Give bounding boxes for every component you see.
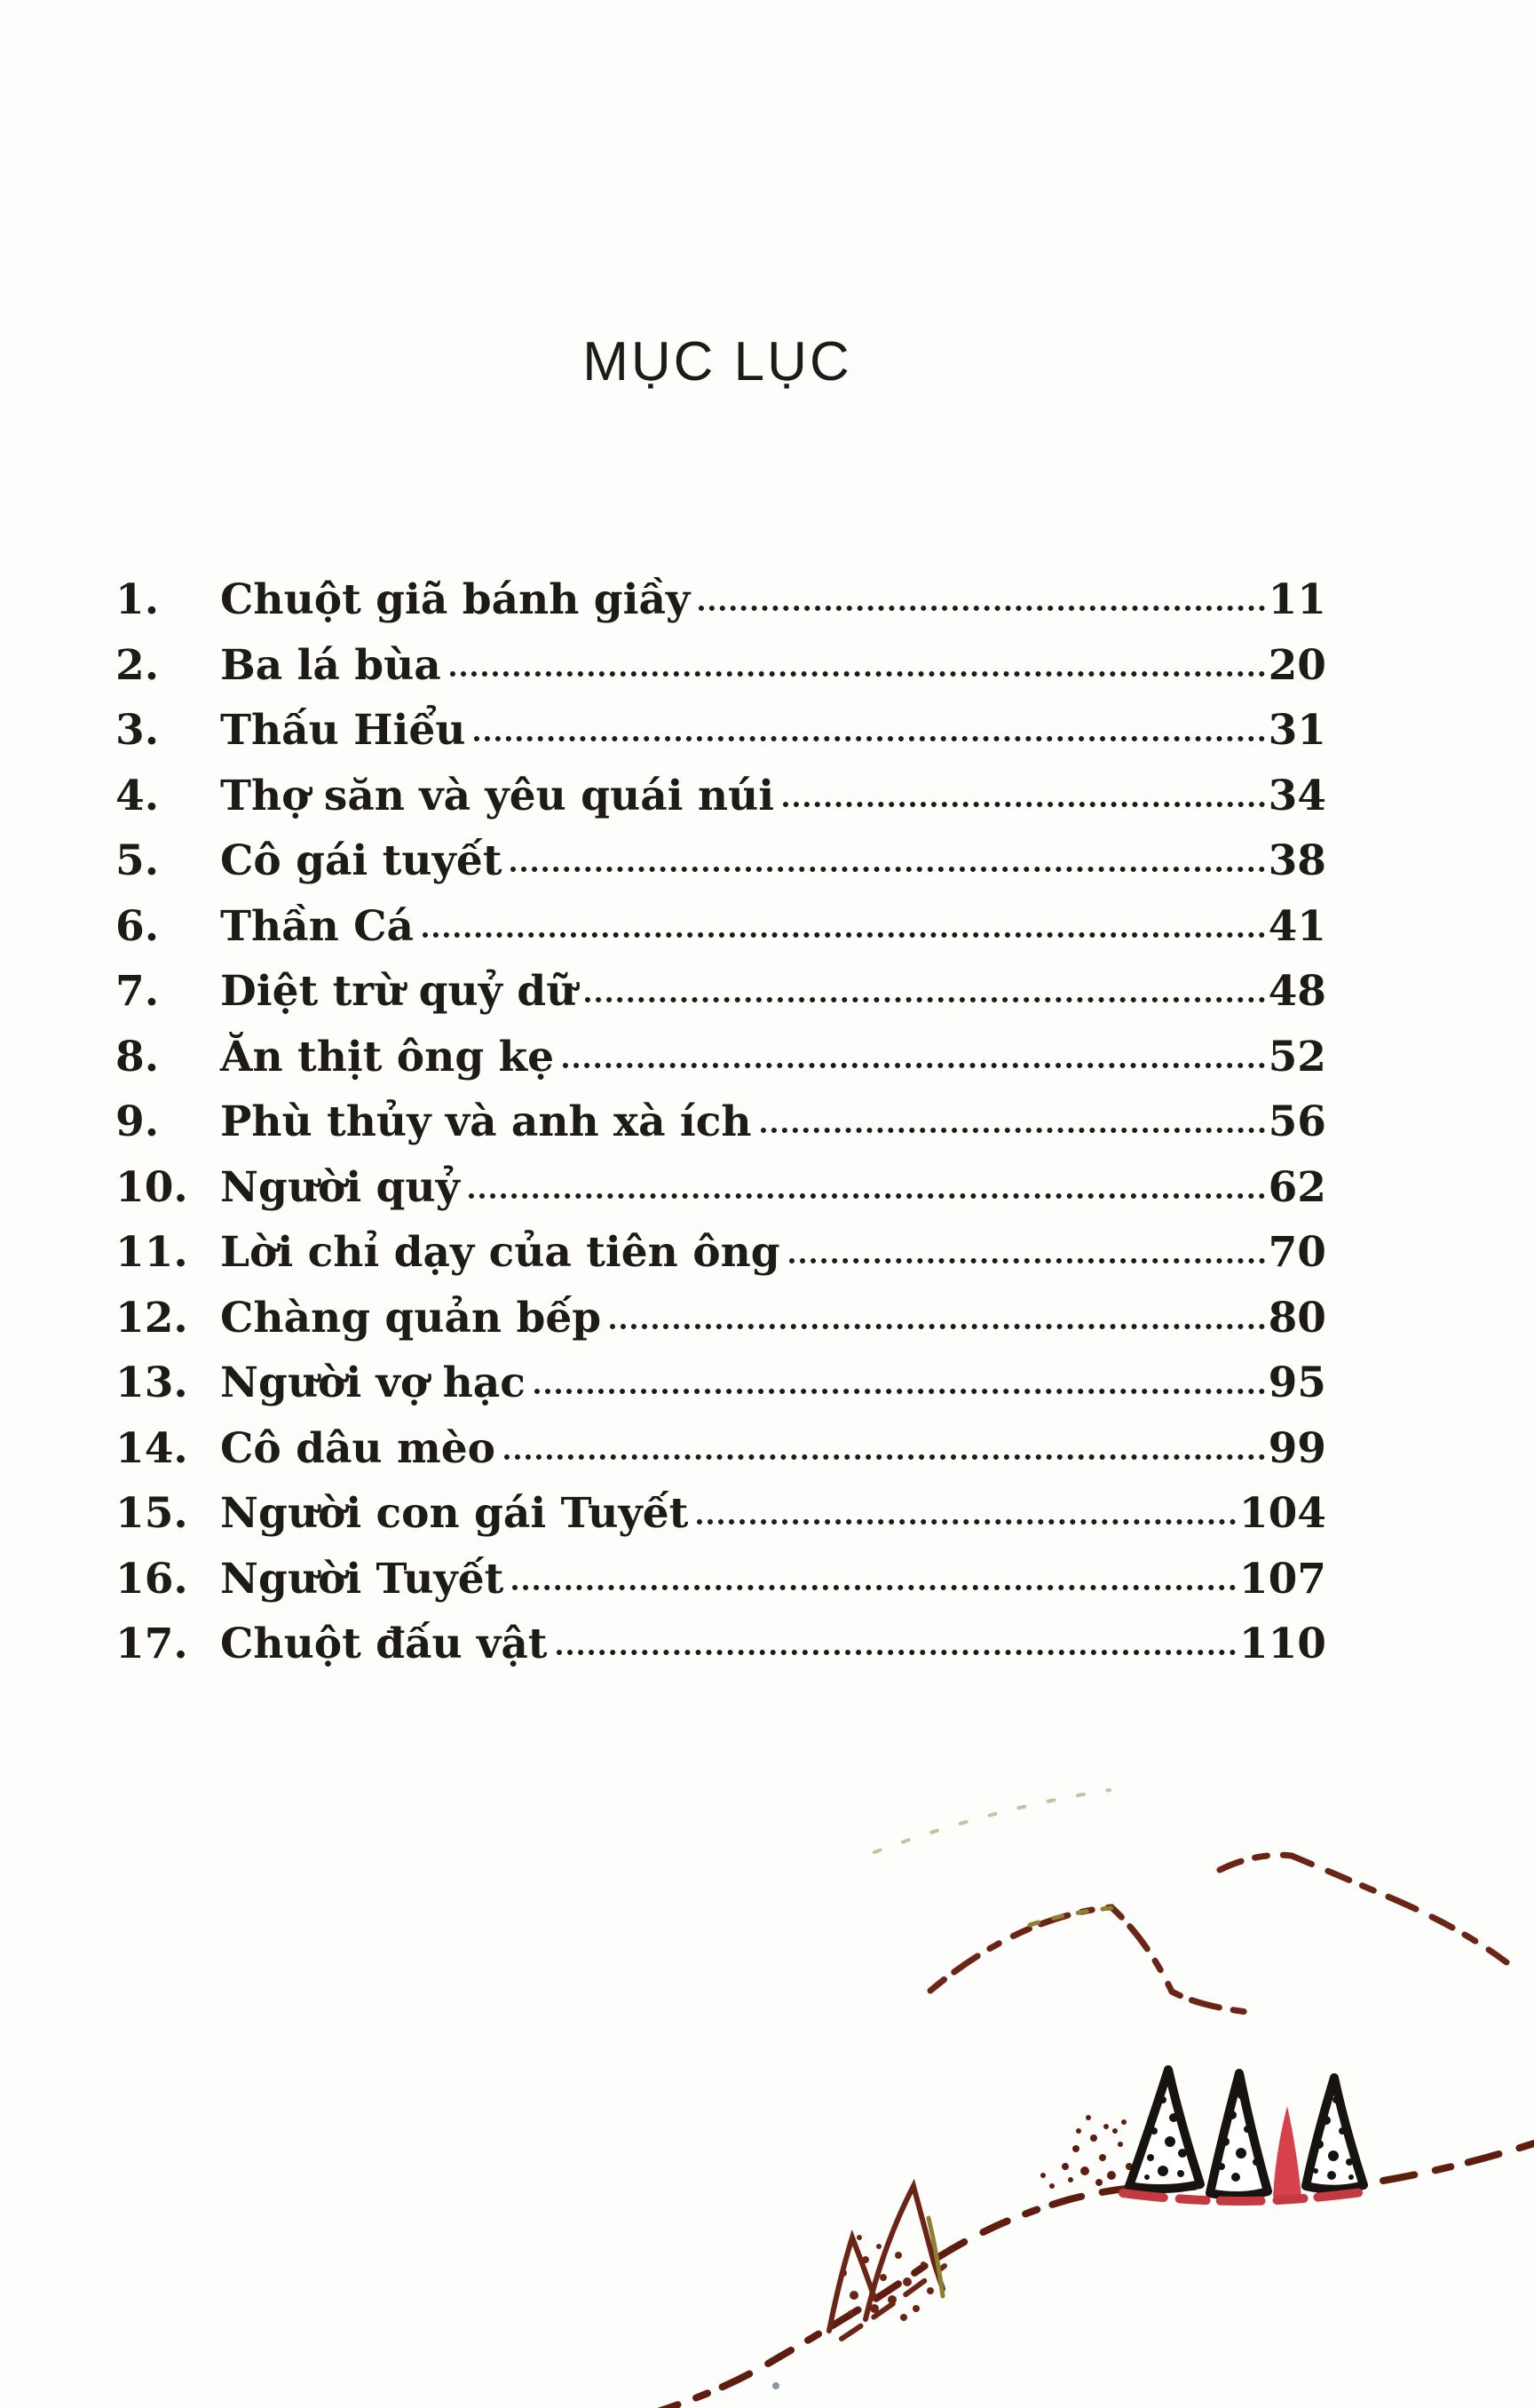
toc-entry: [115, 1097, 1326, 1163]
toc-entry-number: 2.: [115, 640, 160, 690]
toc-entry: [115, 772, 1326, 837]
toc-entry-number: 13.: [115, 1358, 188, 1407]
toc-entry-number: 11.: [115, 1228, 188, 1277]
toc-entry-number: 7.: [115, 967, 160, 1016]
shrub-speckles: [840, 2235, 934, 2321]
dot-leader: [504, 1454, 1265, 1460]
toc-entry-page: 31: [1268, 706, 1326, 755]
toc-entry-number: 3.: [115, 706, 160, 755]
toc-entry-number: 12.: [115, 1293, 188, 1343]
toc-entry-number: 1.: [115, 575, 160, 624]
toc-entry-page: 95: [1268, 1358, 1326, 1407]
pine-tree-3: [1306, 2078, 1364, 2190]
toc-entry: [115, 1424, 1326, 1490]
toc-entry: [115, 1228, 1326, 1294]
toc-entry-number: 8.: [115, 1032, 160, 1081]
ground-dashes: [1123, 2191, 1369, 2201]
toc-entry: [115, 1555, 1326, 1620]
toc-entry-page: 56: [1268, 1097, 1326, 1146]
dot-leader: [450, 671, 1265, 677]
toc-entry: [115, 1620, 1326, 1685]
pine-tree-1: [1129, 2070, 1200, 2189]
toc-entry-title: Ăn thịt ông kẹ: [220, 1032, 555, 1081]
pine-trees: [1129, 2070, 1364, 2199]
toc-entry: [115, 1033, 1326, 1098]
toc-entry-number: 15.: [115, 1489, 188, 1538]
pine-tree-2: [1210, 2073, 1268, 2196]
toc-entry-number: 17.: [115, 1620, 188, 1668]
toc-entry-page: 20: [1268, 640, 1326, 690]
toc-entry-title: Chuột giã bánh giầy: [220, 575, 691, 624]
toc-entry-title: Ba lá bùa: [220, 640, 441, 690]
page-title: MỤC LỤC: [582, 331, 852, 392]
ridge-dashes: [930, 1855, 1506, 2013]
toc-entry-title: Phù thủy và anh xà ích: [220, 1097, 752, 1146]
dot-leader: [469, 1193, 1265, 1199]
toc-entry-page: 38: [1268, 836, 1326, 885]
toc-entry: [115, 967, 1326, 1033]
toc-entry-page: 48: [1268, 967, 1326, 1016]
toc-entry: [115, 641, 1326, 707]
toc-entry-number: 14.: [115, 1423, 188, 1473]
dot-leader: [423, 932, 1265, 938]
speckle-tuft: [1040, 2115, 1141, 2189]
toc-entry-title: Người vợ hạc: [220, 1358, 526, 1407]
red-pine-tree: [1273, 2106, 1301, 2199]
dot-leader: [512, 1585, 1236, 1590]
toc-list: [115, 575, 1326, 1685]
tree-speckles: [1144, 2092, 1354, 2182]
dot-leader: [585, 997, 1264, 1002]
toc-entry-number: 16.: [115, 1554, 188, 1604]
dot-leader: [474, 736, 1264, 741]
toc-entry: [115, 902, 1326, 968]
dot-leader: [697, 1519, 1236, 1525]
toc-entry: [115, 836, 1326, 902]
toc-entry-title: Cô dâu mèo: [220, 1423, 495, 1473]
toc-entry-page: 34: [1268, 771, 1326, 820]
toc-entry: [115, 1294, 1326, 1359]
dot-leader: [563, 1063, 1265, 1068]
toc-entry: [115, 1163, 1326, 1229]
toc-entry-title: Cô gái tuyết: [220, 836, 502, 885]
toc-entry-page: 110: [1238, 1620, 1326, 1668]
gray-slope-dot: [772, 2382, 779, 2389]
toc-entry-number: 6.: [115, 901, 160, 951]
faint-ridge-dashes: [874, 1790, 1110, 1852]
toc-entry: [115, 575, 1326, 641]
toc-entry-number: 9.: [115, 1097, 160, 1146]
toc-entry-title: Thợ săn và yêu quái núi: [220, 771, 775, 820]
dot-leader: [557, 1650, 1236, 1655]
shrub-left: [829, 2186, 945, 2339]
toc-entry-title: Chàng quản bếp: [220, 1293, 602, 1343]
dot-leader: [510, 867, 1264, 872]
toc-entry: [115, 1489, 1326, 1555]
toc-entry-title: Thần Cá: [220, 901, 414, 951]
toc-entry-page: 80: [1268, 1293, 1326, 1343]
toc-entry: [115, 1358, 1326, 1424]
toc-entry-page: 62: [1268, 1162, 1326, 1212]
dot-leader: [699, 606, 1264, 611]
toc-entry-number: 5.: [115, 836, 160, 885]
toc-entry-page: 99: [1268, 1423, 1326, 1473]
toc-entry-page: 107: [1238, 1554, 1326, 1604]
dot-leader: [534, 1389, 1265, 1394]
toc-entry-page: 52: [1268, 1032, 1326, 1081]
mountain-illustration: [0, 1776, 1534, 2408]
toc-entry-title: Diệt trừ quỷ dữ: [220, 967, 577, 1016]
olive-ridge-accent: [1030, 1907, 1120, 1925]
slope-dashes: [652, 2143, 1534, 2408]
toc-entry-title: Người con gái Tuyết: [220, 1489, 689, 1538]
toc-entry: [115, 706, 1326, 772]
toc-entry-page: 41: [1268, 901, 1326, 951]
toc-entry-title: Lời chỉ dạy của tiên ông: [220, 1228, 780, 1277]
shrub-olive-stroke: [929, 2218, 943, 2296]
dot-leader: [610, 1324, 1265, 1329]
toc-entry-title: Người quỷ: [220, 1162, 460, 1212]
toc-entry-page: 70: [1268, 1228, 1326, 1277]
dot-leader: [783, 802, 1265, 807]
toc-entry-title: Người Tuyết: [220, 1554, 504, 1604]
toc-entry-title: Thấu Hiểu: [220, 706, 466, 755]
toc-entry-number: 4.: [115, 771, 160, 820]
dot-leader: [761, 1128, 1265, 1133]
toc-entry-page: 11: [1268, 575, 1326, 624]
toc-entry-number: 10.: [115, 1162, 188, 1212]
toc-entry-page: 104: [1238, 1489, 1326, 1538]
toc-entry-title: Chuột đấu vật: [220, 1620, 548, 1668]
pine-tree-bodies: [1129, 2070, 1364, 2196]
dot-leader: [789, 1258, 1265, 1263]
